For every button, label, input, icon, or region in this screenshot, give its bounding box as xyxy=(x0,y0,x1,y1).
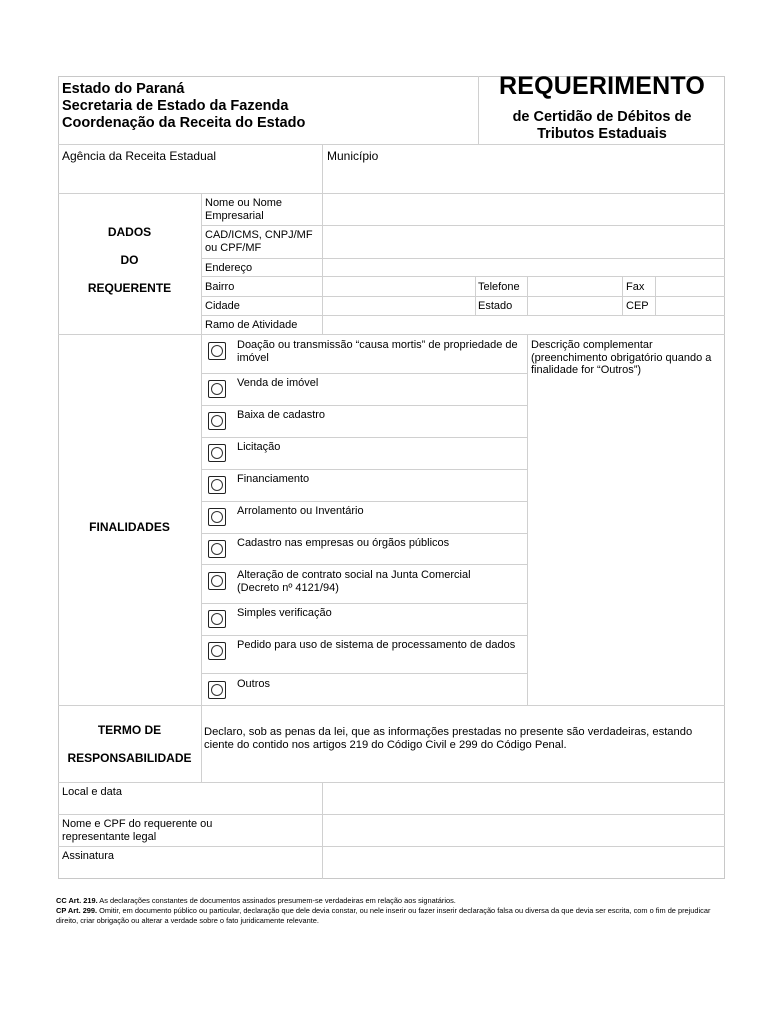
telefone-label: Telefone xyxy=(478,281,520,293)
endereco-field[interactable] xyxy=(324,260,723,275)
cidade-field[interactable] xyxy=(324,298,474,314)
fax-label: Fax xyxy=(626,281,645,293)
option-outros-checkbox[interactable] xyxy=(208,681,226,699)
option-alteracao-label: Alteração de contrato social na Junta Comercial (Decreto nº 4121/94) xyxy=(237,569,471,594)
dados-section-line1: DADOS xyxy=(107,225,152,239)
option-pedido-label: Pedido para uso de sistema de processamento de dados xyxy=(237,639,516,651)
option-licitacao-label: Licitação xyxy=(237,441,281,453)
option-baixa-label: Baixa de cadastro xyxy=(237,409,326,421)
footer-cc-note xyxy=(56,896,722,906)
cad-label: CAD/ICMS, CNPJ/MF ou CPF/MF xyxy=(205,229,313,254)
form-subtitle-line1: de Certidão de Débitos de xyxy=(512,109,692,125)
option-pedido-checkbox[interactable] xyxy=(208,642,226,660)
cidade-label: Cidade xyxy=(205,300,240,312)
nome-cpf-field[interactable] xyxy=(324,816,723,845)
form-subtitle-line2: Tributos Estaduais xyxy=(537,126,667,142)
descricao-complementar-field[interactable] xyxy=(529,380,723,703)
option-cadastro-checkbox[interactable] xyxy=(208,540,226,558)
endereco-label: Endereço xyxy=(205,262,253,274)
ramo-field[interactable] xyxy=(324,317,723,333)
assinatura-label: Assinatura xyxy=(62,850,114,862)
option-simples-label: Simples verificação xyxy=(237,607,332,619)
cep-field[interactable] xyxy=(657,298,723,314)
org-line-coordenacao: Coordenação da Receita do Estado xyxy=(62,115,306,131)
cad-field[interactable] xyxy=(324,227,723,257)
municipio-field[interactable] xyxy=(325,165,723,191)
termo-section-line2: RESPONSABILIDADE xyxy=(67,751,192,765)
option-doacao-checkbox[interactable] xyxy=(208,342,226,360)
option-financiamento-checkbox[interactable] xyxy=(208,476,226,494)
option-arrolamento-label: Arrolamento ou Inventário xyxy=(237,505,364,517)
termo-section-line1: TERMO DE xyxy=(97,723,162,737)
option-venda-label: Venda de imóvel xyxy=(237,377,319,389)
footer-cp-ref: CP Art. 299. xyxy=(56,906,98,915)
option-financiamento-label: Financiamento xyxy=(237,473,310,485)
option-simples-checkbox[interactable] xyxy=(208,610,226,628)
footer-cc-ref: CC Art. 219. xyxy=(56,896,98,905)
local-data-label: Local e data xyxy=(62,786,122,798)
municipio-label: Município xyxy=(327,149,379,163)
footer-cp-text: Omitir, em documento público ou particular, declaração que dele devia constar, ou nele inserir ou fazer inserir declaração falsa ou diversa da que devia ser escrita, com o fim de prejudicar direito, criar obrigação ou alterar a verdade sobre o fato juridicamente relevante. xyxy=(56,906,711,925)
nome-label: Nome ou Nome Empresarial xyxy=(205,197,283,222)
descricao-complementar-label: Descrição complementar (preenchimento obrigatório quando a finalidade for “Outros”) xyxy=(531,339,712,376)
cep-label: CEP xyxy=(626,300,649,312)
footer-cp-note xyxy=(56,906,722,925)
option-alteracao-checkbox[interactable] xyxy=(208,572,226,590)
footer-cc-text: As declarações constantes de documentos assinados presumem-se verdadeiras em relação aos signatários. xyxy=(99,896,456,905)
nome-field[interactable] xyxy=(324,195,723,224)
agencia-label: Agência da Receita Estadual xyxy=(62,149,217,163)
estado-label: Estado xyxy=(478,300,513,312)
form-title: REQUERIMENTO xyxy=(498,72,706,100)
option-cadastro-label: Cadastro nas empresas ou órgãos públicos xyxy=(237,537,450,549)
option-doacao-label: Doação ou transmissão “causa mortis” de propriedade de imóvel xyxy=(237,339,518,364)
option-arrolamento-checkbox[interactable] xyxy=(208,508,226,526)
ramo-label: Ramo de Atividade xyxy=(205,319,298,331)
org-line-secretaria: Secretaria de Estado da Fazenda xyxy=(62,98,289,114)
estado-field[interactable] xyxy=(529,298,621,314)
option-licitacao-checkbox[interactable] xyxy=(208,444,226,462)
fax-field[interactable] xyxy=(657,278,723,295)
termo-text: Declaro, sob as penas da lei, que as informações prestadas no presente são verdadeiras, estando ciente do contido nos artigos 219 do Código Civil e 299 do Código Penal. xyxy=(204,726,693,751)
org-line-state: Estado do Paraná xyxy=(62,81,185,97)
finalidades-section-label: FINALIDADES xyxy=(89,520,170,534)
agencia-field[interactable] xyxy=(60,165,320,191)
option-outros-label: Outros xyxy=(237,678,271,690)
telefone-field[interactable] xyxy=(529,278,621,295)
dados-section-line2: DO xyxy=(120,253,139,267)
dados-section-line3: REQUERENTE xyxy=(87,281,172,295)
bairro-label: Bairro xyxy=(205,281,235,293)
bairro-field[interactable] xyxy=(324,278,474,295)
local-data-field[interactable] xyxy=(324,784,723,813)
option-baixa-checkbox[interactable] xyxy=(208,412,226,430)
option-venda-checkbox[interactable] xyxy=(208,380,226,398)
nome-cpf-label: Nome e CPF do requerente ou representante legal xyxy=(62,818,213,843)
assinatura-field[interactable] xyxy=(324,848,723,878)
